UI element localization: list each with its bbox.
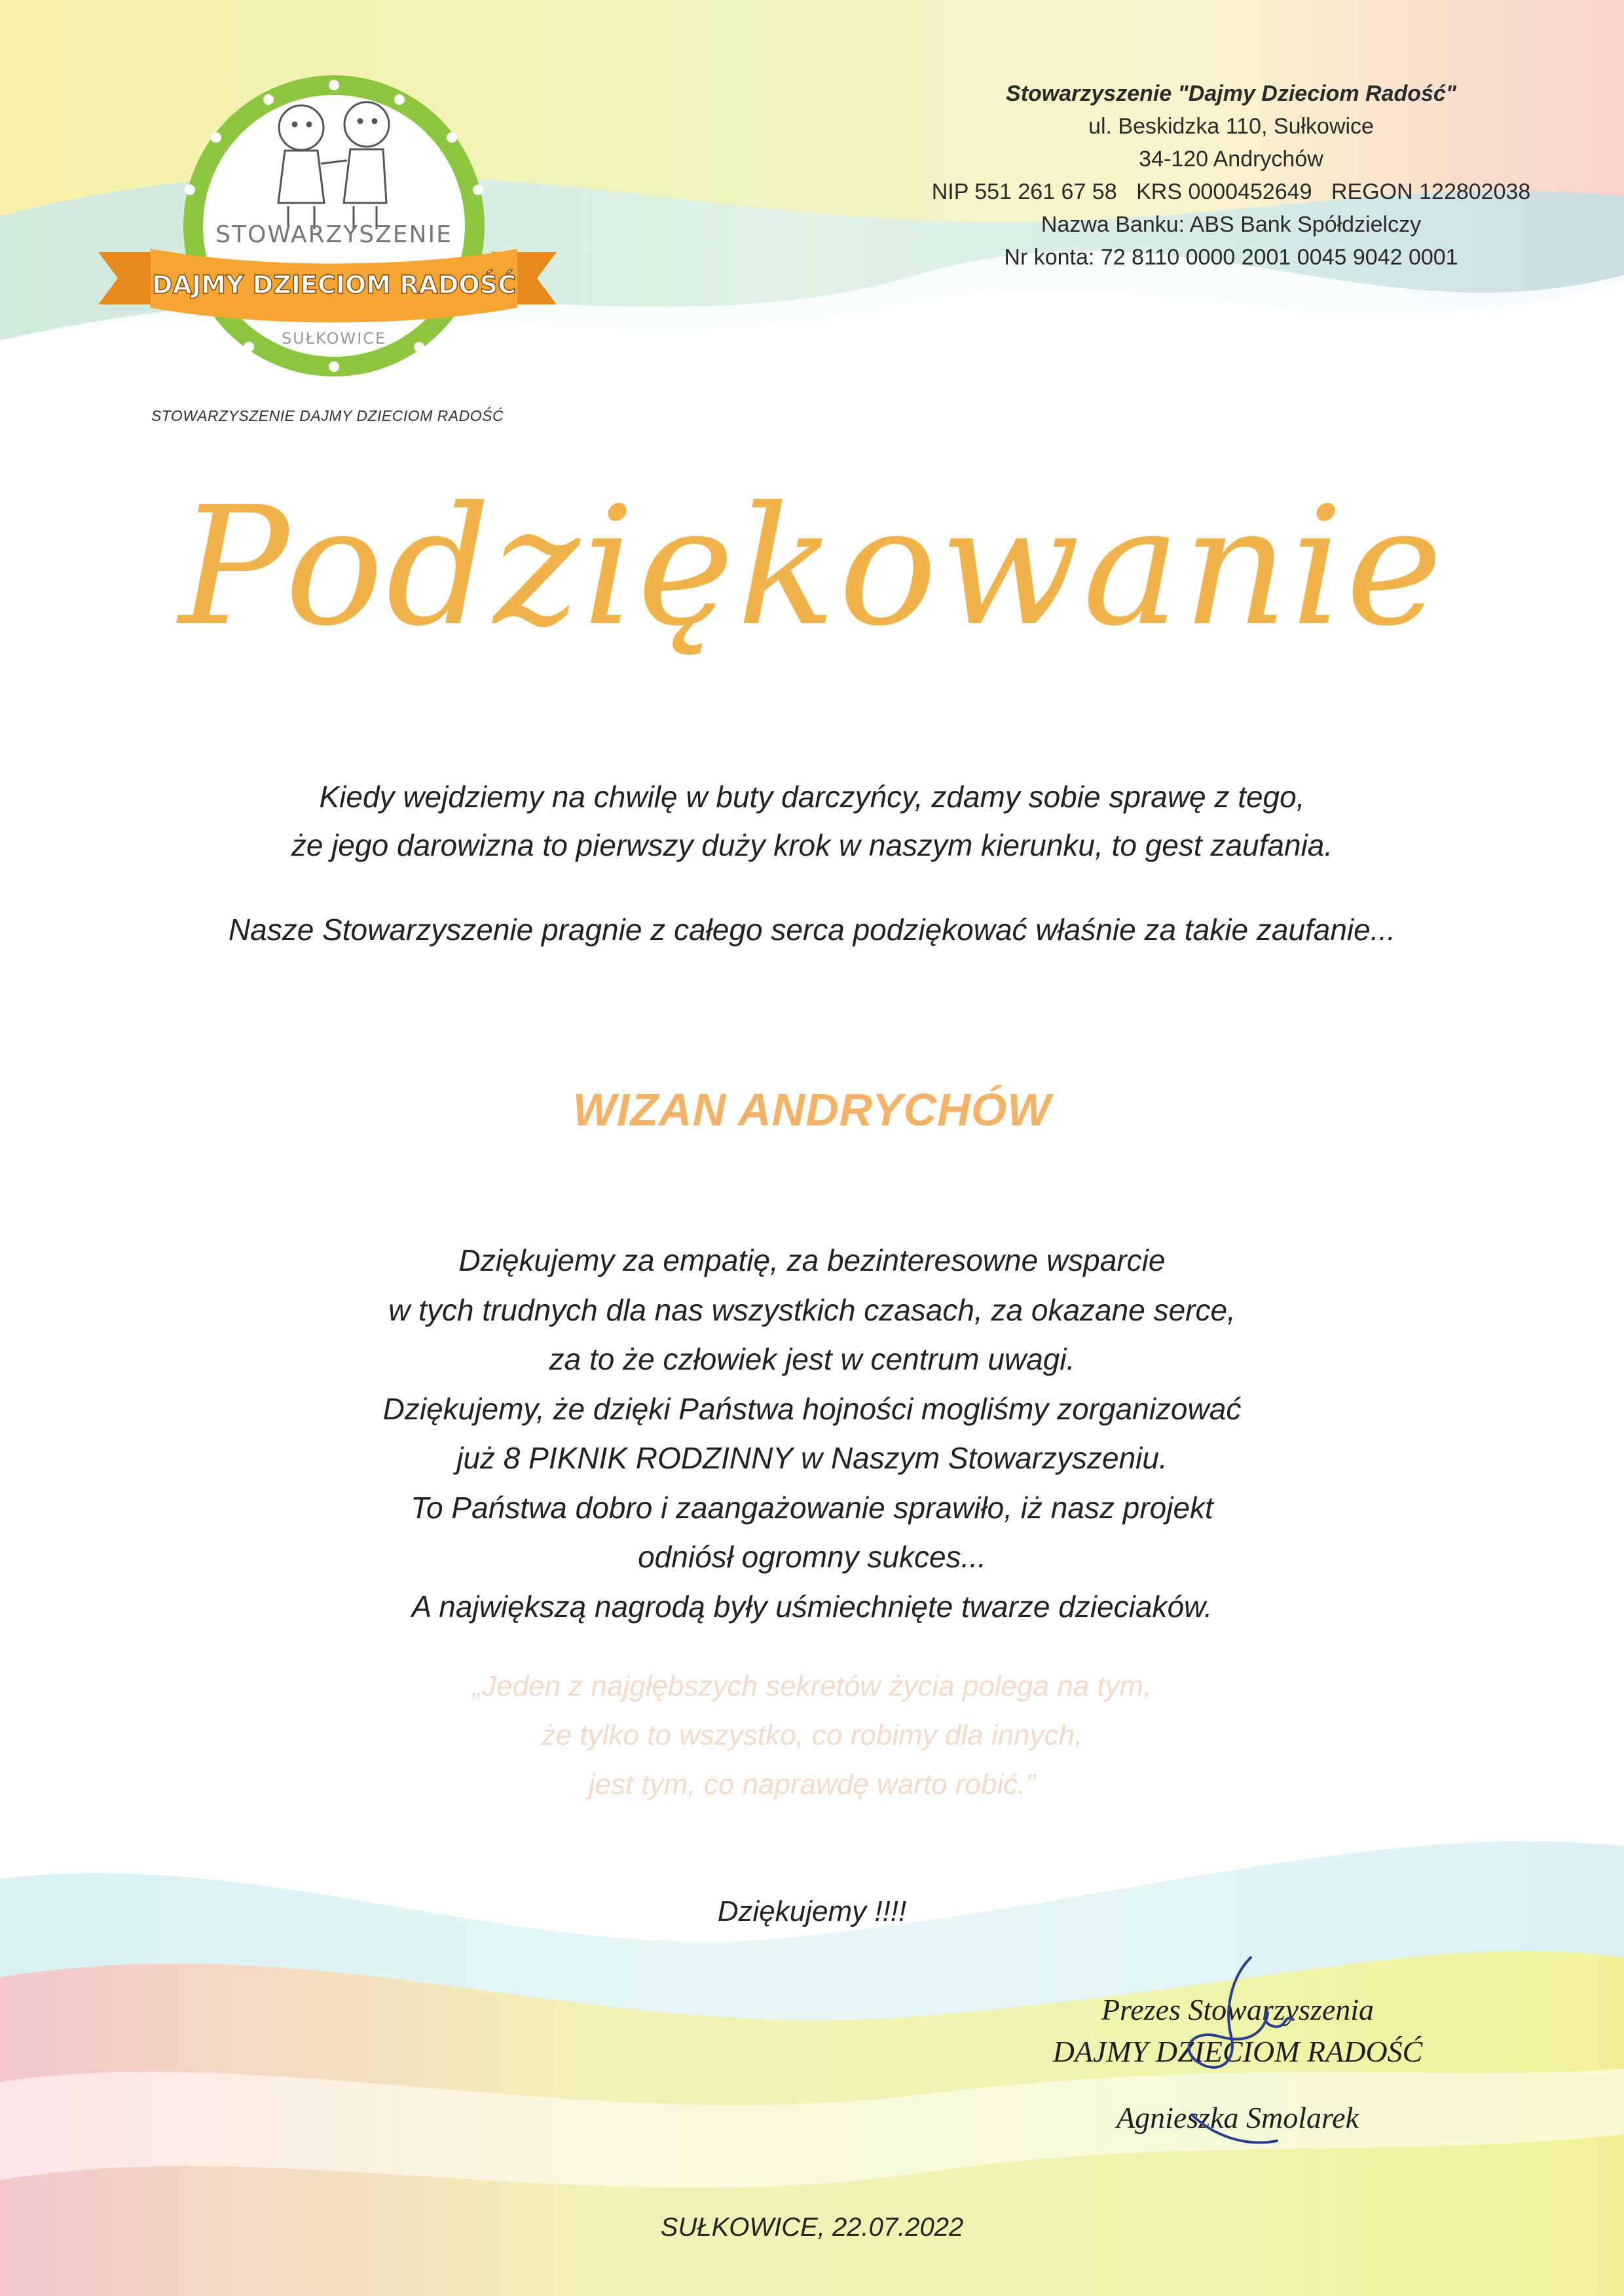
- organization-identifiers: [851, 175, 1611, 208]
- intro-thanks-line: Nasze Stowarzyszenie pragnie z całego serca podziękować właśnie za takie zaufanie...: [228, 913, 1396, 947]
- quote-line: „Jeden z najgłębszych sekretów życia polega na tym,: [472, 1670, 1152, 1702]
- body-line: w tych trudnych dla nas wszystkich czasach, za okazane serce,: [388, 1292, 1236, 1327]
- place-and-date: SUŁKOWICE, 22.07.2022: [660, 2213, 964, 2242]
- bank-account: Nr konta: 72 8110 0000 2001 0045 9042 0001: [1004, 245, 1458, 270]
- nip-number: NIP 551 261 67 58: [931, 179, 1117, 204]
- krs-number: KRS 0000452649: [1136, 179, 1312, 204]
- body-paragraph: [131, 1236, 1493, 1631]
- body-line: odniósł ogromny sukces...: [638, 1540, 986, 1574]
- signatory-name: Agnieszka Smolarek: [1116, 2101, 1359, 2134]
- body-line: już 8 PIKNIK RODZINNY w Naszym Stowarzyszeniu.: [456, 1441, 1168, 1475]
- closing-thanks: Dziękujemy !!!!: [717, 1895, 907, 1927]
- signatory-role-line: Prezes Stowarzyszenia: [1101, 1993, 1375, 2026]
- bank-name: Nazwa Banku: ABS Bank Spółdzielczy: [1041, 212, 1422, 237]
- organization-header: [851, 77, 1611, 274]
- document-title: Podziękowanie: [178, 471, 1446, 662]
- intro-line: Kiedy wejdziemy na chwilę w buty darczyńcy, zdamy sobie sprawę z tego,: [319, 780, 1305, 814]
- logo-bottom-word: SUŁKOWICE: [281, 329, 387, 348]
- body-line: Dziękujemy, że dzięki Państwa hojności mogliśmy zorganizować: [382, 1391, 1242, 1426]
- organization-address: ul. Beskidzka 110, Sułkowice: [1088, 114, 1374, 139]
- regon-number: REGON 122802038: [1331, 179, 1531, 204]
- quote-line: jest tym, co naprawdę warto robić.”: [588, 1768, 1036, 1800]
- logo-top-word: STOWARZYSZENIE: [215, 221, 452, 248]
- body-line: A największą nagrodą były uśmiechnięte twarze dzieciaków.: [411, 1589, 1213, 1624]
- body-line: Dziękujemy za empatię, za bezinteresowne wsparcie: [458, 1243, 1166, 1277]
- logo-ribbon-text: DAJMY DZIECIOM RADOŚĆ: [152, 270, 516, 299]
- recipient-name: WIZAN ANDRYCHÓW: [572, 1084, 1052, 1135]
- handwritten-signature: [1153, 1951, 1323, 2160]
- organization-name: Stowarzyszenie "Dajmy Dzieciom Radość": [1006, 81, 1456, 106]
- organization-logo: [92, 52, 563, 419]
- intro-line: że jego darowizna to pierwszy duży krok w naszym kierunku, to gest zaufania.: [291, 828, 1333, 862]
- body-line: To Państwa dobro i zaangażowanie sprawiło, iż nasz projekt: [411, 1490, 1213, 1525]
- intro-paragraph: [105, 773, 1519, 869]
- logo-caption: STOWARZYSZENIE DAJMY DZIECIOM RADOŚĆ: [151, 407, 504, 424]
- quote-block: [196, 1662, 1428, 1809]
- body-line: za to że człowiek jest w centrum uwagi.: [549, 1342, 1075, 1376]
- signatory-role-line: DAJMY DZIECIOM RADOŚĆ: [1052, 2035, 1423, 2068]
- quote-line: że tylko to wszystko, co robimy dla innych,: [541, 1719, 1083, 1751]
- organization-postal: 34-120 Andrychów: [1139, 147, 1323, 172]
